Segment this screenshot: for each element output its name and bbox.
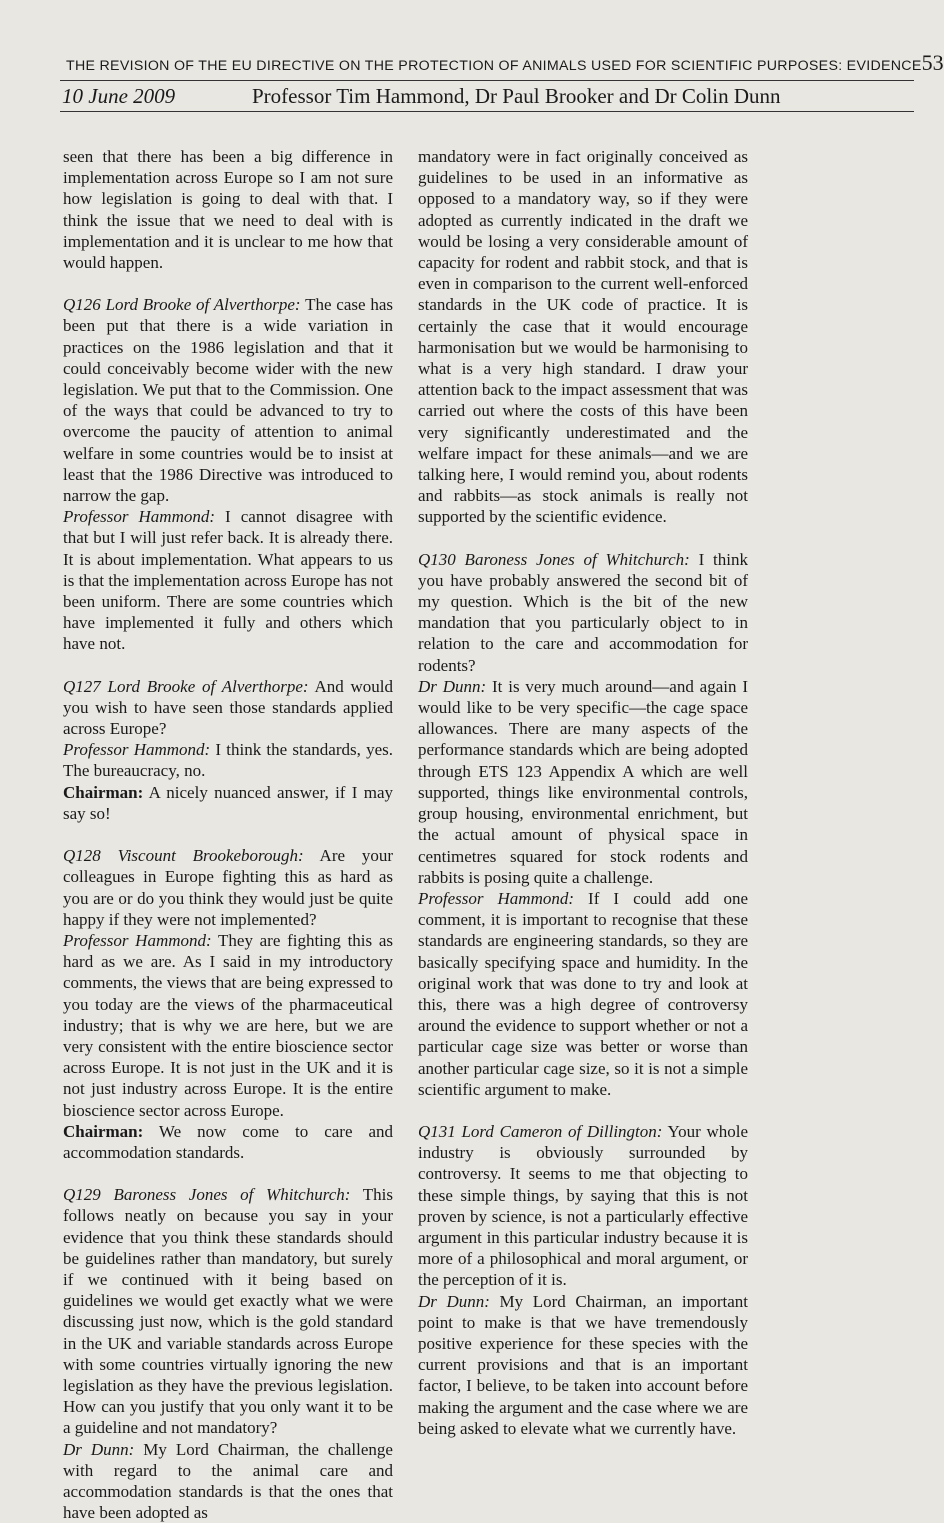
speaker: Dr Dunn: bbox=[63, 1439, 135, 1459]
speech: It is very much around—and again I would like to be very specific—the cage space allowances. There are many aspects of the performance standards which are being adopted through ETS 123 Appendix A which are well supported, things like environmental controls, group housing, environmental enrichment, but the actual amount of physical space in centimetres squared for stock rodents and rabbits is posing quite a challenge. bbox=[418, 676, 748, 887]
question-129 bbox=[63, 1184, 393, 1438]
speaker: Professor Hammond: bbox=[63, 740, 211, 760]
witness-line bbox=[62, 84, 912, 109]
speaker: Q127 Lord Brooke of Alverthorpe: bbox=[63, 676, 309, 696]
paragraph: seen that there has been a big difference in implementation across Europe so I am not sure how legislation is going to deal with that. I think the issue that we need to deal with is implementation and it is unclear to me how that would happen. bbox=[63, 147, 393, 273]
speaker: Dr Dunn: bbox=[418, 676, 487, 696]
speech: Your whole industry is obviously surrounded by controversy. It seems to me that objecting to these simple things, by saying that this is not proven by science, is not a particularly effective argument in this particular industry because it is more of a philosophical and moral argument, or the perception of it is. bbox=[418, 1121, 749, 1290]
speech: A nicely nuanced answer, if I may say so! bbox=[63, 782, 393, 823]
answer-126 bbox=[63, 506, 393, 654]
speech: Are your colleagues in Europe fighting this as hard as you are or do you think they would just be quite happy if they were not implemented? bbox=[63, 846, 393, 929]
speaker: Chairman: bbox=[63, 1121, 144, 1141]
speaker: Chairman: bbox=[63, 782, 144, 802]
witness-names: Professor Tim Hammond, Dr Paul Brooker and Dr Colin Dunn bbox=[252, 84, 781, 108]
answer-128 bbox=[63, 930, 393, 1121]
speech: I think the standards, yes. The bureaucracy, no. bbox=[63, 740, 393, 781]
speaker: Q131 Lord Cameron of Dillington: bbox=[418, 1121, 663, 1141]
chairman-remark-128 bbox=[63, 1121, 393, 1163]
session-date: 10 June 2009 bbox=[62, 84, 176, 108]
answer-129 bbox=[63, 1439, 393, 1523]
question-131 bbox=[418, 1121, 748, 1291]
page-number: 53 bbox=[921, 50, 944, 75]
left-column bbox=[63, 146, 393, 1523]
top-rule bbox=[60, 80, 914, 81]
bottom-rule bbox=[60, 111, 914, 112]
question-130 bbox=[418, 549, 748, 676]
speaker: Professor Hammond: bbox=[63, 507, 216, 527]
speaker: Q130 Baroness Jones of Whitchurch: bbox=[418, 549, 690, 569]
question-126 bbox=[63, 294, 393, 506]
speech: We now come to care and accommodation standards. bbox=[63, 1121, 393, 1162]
speaker: Q126 Lord Brooke of Alverthorpe: bbox=[63, 295, 301, 315]
answer-127 bbox=[63, 739, 393, 781]
speech: My Lord Chairman, the challenge with regard to the animal care and accommodation standards is that the ones that have been adopted as bbox=[63, 1439, 393, 1523]
answer-130-hammond bbox=[418, 888, 748, 1100]
question-128 bbox=[63, 845, 393, 930]
running-head bbox=[0, 50, 944, 76]
speaker: Q129 Baroness Jones of Whitchurch: bbox=[63, 1185, 351, 1205]
speech: If I could add one comment, it is important to recognise that these standards are engineering standards, so they are basically specifying space and humidity. In the original work that was done to try and look at this, there was a high degree of controversy around the evidence to support whether or not a particular cage size was better or worse than another particular cage size, so it is not a simple scientific argument to make. bbox=[418, 888, 749, 1099]
answer-130-dunn bbox=[418, 676, 748, 888]
speech: I cannot disagree with that but I will just refer back. It is already there. It is about implementation. What appears to us is that the implementation across Europe has not been uniform. There are some countries which have implemented it fully and others which have not. bbox=[63, 507, 394, 654]
speech: I think you have probably answered the second bit of my question. Which is the bit of the new mandation that you particularly object to in relation to the care and accommodation for rodents? bbox=[418, 549, 748, 675]
right-column bbox=[418, 146, 748, 1439]
speech: And would you wish to have seen those standards applied across Europe? bbox=[63, 676, 394, 739]
paragraph: mandatory were in fact originally conceived as guidelines to be used in an informative as opposed to a mandatory way, so if they were adopted as currently indicated in the draft we would be losing a very considerable amount of capacity for rodent and rabbit stock, and that is even in comparison to the current well-enforced standards in the UK code of practice. It is certainly the case that it would encourage harmonisation but we would be harmonising to what is a very high standard. I draw your attention back to the impact assessment that was carried out where the costs of this have been very significantly underestimated and the welfare impact for these animals—and we are talking here, I would remind you, about rodents and rabbits—as stock animals is really not supported by the scientific evidence. bbox=[418, 147, 748, 527]
speech: My Lord Chairman, an important point to make is that we have tremendously positive experience for these species with the current provisions and that is an important factor, I believe, to be taken into account before making the argument and the case where we are being asked to elevate what we currently have. bbox=[418, 1291, 748, 1438]
speaker: Professor Hammond: bbox=[418, 888, 575, 908]
answer-131 bbox=[418, 1291, 748, 1439]
speaker: Professor Hammond: bbox=[63, 930, 212, 950]
speech: They are fighting this as hard as we are. As I said in my introductory comments, the views that are being expressed to you today are the views of the pharmaceutical industry; that is why we are here, but we are very consistent with the entire bioscience sector across Europe. It is not just in the UK and it is not just industry across Europe. It is the entire bioscience sector across Europe. bbox=[63, 930, 393, 1120]
speech: This follows neatly on because you say in your evidence that you think these standards should be guidelines rather than mandatory, but surely if we continued with it being based on guidelines we would get exactly what we were discussing just now, which is the gold standard in the UK and variable standards across Europe with some countries virtually ignoring the new legislation as they have the previous legislation. How can you justify that you only want it to be a guideline and not mandatory? bbox=[63, 1185, 393, 1438]
running-title: THE REVISION OF THE EU DIRECTIVE ON THE PROTECTION OF ANIMALS USED FOR SCIENTIFIC PURPOSES: EVIDENCE bbox=[66, 58, 922, 74]
chairman-remark-127 bbox=[63, 782, 393, 824]
speaker: Dr Dunn: bbox=[418, 1291, 490, 1311]
speaker: Q128 Viscount Brookeborough: bbox=[63, 846, 304, 866]
speech: The case has been put that there is a wide variation in practices on the 1986 legislation and that it could conceivably become wider with the new legislation. We put that to the Commission. One of the ways that could be advanced to try to overcome the paucity of attention to animal welfare in some countries would be to insist at least that the 1986 Directive was introduced to narrow the gap. bbox=[63, 295, 394, 506]
question-127 bbox=[63, 676, 393, 740]
